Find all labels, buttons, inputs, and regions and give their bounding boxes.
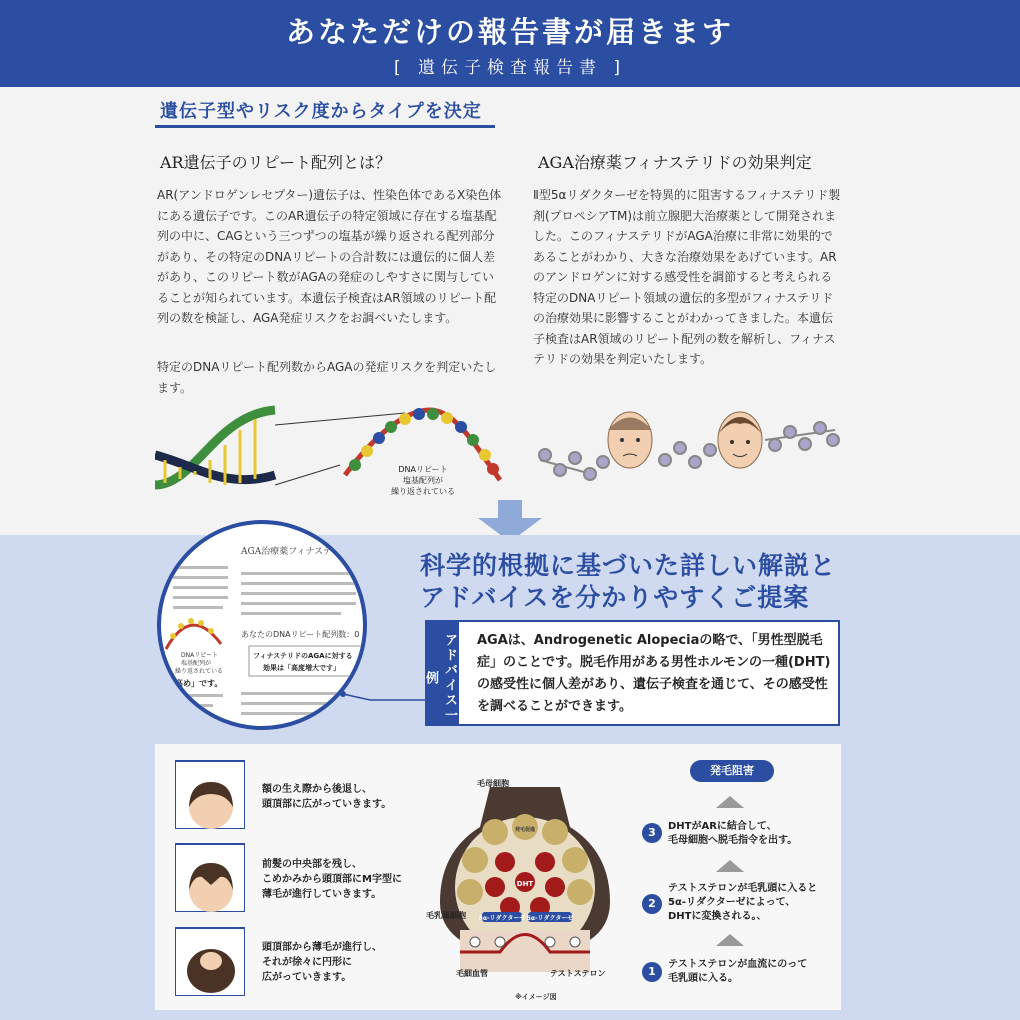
- type-desc-frontal-2: 頭頂部に広がっていきます。: [262, 799, 392, 810]
- type-image-crown: [175, 928, 245, 996]
- step-2-badge: 2: [642, 894, 662, 914]
- step-2-text: [668, 882, 817, 924]
- step-arrow-up-3: [716, 934, 744, 946]
- step-3-line-1: DHTがARに結合して、: [668, 821, 777, 832]
- ar-column-title: AR遺伝子のリピート配列とは？: [160, 153, 391, 172]
- preview-title: AGA治療薬フィナステ: [241, 547, 332, 557]
- magnified-report-preview: [157, 520, 367, 730]
- step-3-badge: 3: [642, 823, 662, 843]
- step-1-badge: 1: [642, 962, 662, 982]
- zoom-line-bottom: [275, 465, 340, 485]
- advice-text: AGAは、Androgenetic Alopeciaの略で、「男性型脱毛症」のことです。脱毛作用がある男性ホルモンの一種(DHT)の感受性に個人差があり、遺伝子検査を通じて、その感受性を調べることができます。: [477, 633, 831, 714]
- molecule-middle: [659, 442, 716, 468]
- face-worried: [608, 412, 652, 468]
- type-desc-m: [262, 857, 402, 902]
- label-nyuto: 毛乳頭細胞: [426, 911, 466, 920]
- aga-column-title: AGA治療薬フィナステリドの効果判定: [538, 153, 812, 172]
- dna-caption-3: 繰り返されている: [391, 487, 455, 496]
- hair-follicle-diagram: [420, 782, 630, 992]
- dna-helix-illustration: [155, 405, 505, 500]
- zoom-line-top: [275, 413, 405, 425]
- molecule-faces-illustration: [535, 400, 840, 490]
- preview-finasteride-1: フィナステリドのAGAに対する: [253, 652, 353, 660]
- step-3-text: [668, 820, 797, 848]
- aga-paragraph: Ⅱ型5αリダクターゼを特異的に阻害するフィナステリド製剤(プロペシアTM)は前立腺肥大治療薬として開発されました。このフィナステリドがAGA治療に非常に効果的であることがわかり、大きな治療効果をあげています。ARのアンドロゲンに対する感受性を調節すると考えられる特定のDNAリピート領域の遺伝的多型がフィナステリドの治療効果に影響することがわかってきました。本遺伝子検査はAR領域のリピート配列の数を解析し、フィナステリドの効果を判定いたします。: [533, 188, 841, 366]
- head-crown-icon: [176, 929, 246, 997]
- preview-dna-1: DNAリピート: [181, 652, 218, 659]
- step-2-line-3: DHTに変換される。、: [668, 911, 767, 922]
- type-desc-crown-2: それが徐々に円形に: [262, 957, 352, 968]
- section-heading: 遺伝子型やリスク度からタイプを決定: [160, 101, 482, 122]
- headline-line-1: 科学的根拠に基づいた詳しい解説と: [420, 551, 837, 580]
- type-image-frontal: [175, 761, 245, 829]
- inhibition-title: 発毛阻害: [690, 760, 774, 782]
- section-underline: [155, 125, 495, 128]
- type-desc-m-3: 薄毛が進行していきます。: [262, 889, 382, 900]
- type-desc-frontal: [262, 782, 391, 812]
- label-mobo: 毛母細胞: [477, 779, 509, 788]
- header-title: あなただけの報告書が届きます: [285, 15, 734, 49]
- preview-koudo: 高め」です。: [175, 679, 223, 688]
- preview-dna-2: 塩基配列が: [181, 660, 212, 667]
- reductase-label-left: 5α-リダクターゼ: [478, 915, 526, 922]
- header-subtitle: [ 遺伝子検査報告書 ]: [393, 58, 627, 78]
- step-2-line-1: テストステロンが毛乳頭に入ると: [668, 883, 818, 894]
- type-desc-frontal-1: 額の生え際から後退し、: [262, 784, 372, 795]
- preview-dna-3: 繰り返されている: [175, 668, 224, 675]
- step-arrow-up-1: [716, 796, 744, 808]
- step-1-line-2: 毛乳頭に入る。: [668, 973, 738, 984]
- step-1-line-1: テストステロンが血流にのって: [668, 959, 808, 970]
- step-1-text: [668, 958, 807, 986]
- dna-caption-2: 塩基配列が: [403, 476, 443, 485]
- molecule-chain: [539, 422, 839, 480]
- type-desc-crown: [262, 940, 382, 985]
- callout-connector: [340, 690, 430, 720]
- image-note: ※イメージ図: [515, 993, 557, 1001]
- ar-paragraph-1: AR(アンドロゲンレセプター)遺伝子は、性染色体であるX染色体にある遺伝子です。このAR遺伝子の特定領域に存在する塩基配列の中に、CAGという三つずつの塩基が繰り返される配列部分があり、その特定のDNAリピートの合計数には遺伝的に個人差があり、このリピート数がAGAの発症のしやすさに関与していることが知られています。本遺伝子検査はAR領域のリピート配列の数を検証し、AGA発症リスクをお調べいたします。: [157, 188, 502, 325]
- dna-caption-1: DNAリピート: [398, 465, 448, 474]
- hatsumo-label: 発毛促進: [514, 827, 536, 833]
- step-2-line-2: 5α-リダクターゼによって、: [668, 897, 796, 908]
- step-arrow-up-2: [716, 860, 744, 872]
- head-m-shape-icon: [176, 845, 246, 913]
- reductase-label-right: 5α-リダクターゼ: [526, 915, 574, 922]
- report-header: [0, 0, 1020, 87]
- top-section: [0, 87, 1020, 535]
- headline-line-2: アドバイスを分かりやすくご提案: [420, 583, 810, 612]
- type-image-m: [175, 844, 245, 912]
- head-frontal-icon: [176, 762, 246, 830]
- dna-double-helix: [155, 410, 275, 485]
- step-3-line-2: 毛母細胞へ脱毛指令を出す。: [668, 835, 798, 846]
- type-desc-m-2: こめかみから頭頂部にM字型に: [262, 874, 402, 885]
- type-desc-crown-3: 広がっていきます。: [262, 972, 352, 983]
- face-smiling: [718, 412, 762, 468]
- advice-tag: アドバイス一例: [425, 620, 459, 726]
- label-kekkan: 毛細血管: [456, 969, 488, 978]
- advice-headline: [420, 550, 836, 614]
- preview-repeat-label: あなたのDNAリピート配列数：0: [241, 630, 360, 639]
- type-desc-m-1: 前髪の中央部を残し、: [262, 859, 362, 870]
- type-desc-crown-1: 頭頂部から薄毛が進行し、: [262, 942, 382, 953]
- preview-finasteride-2: 効果は「高度増大です」: [263, 664, 340, 672]
- label-testosterone: テストステロン: [550, 969, 606, 978]
- dht-label: DHT: [516, 880, 534, 888]
- ar-paragraph-2: 特定のDNAリピート配列数からAGAの発症リスクを判定いたします。: [157, 360, 497, 395]
- report-preview-art: [161, 524, 367, 730]
